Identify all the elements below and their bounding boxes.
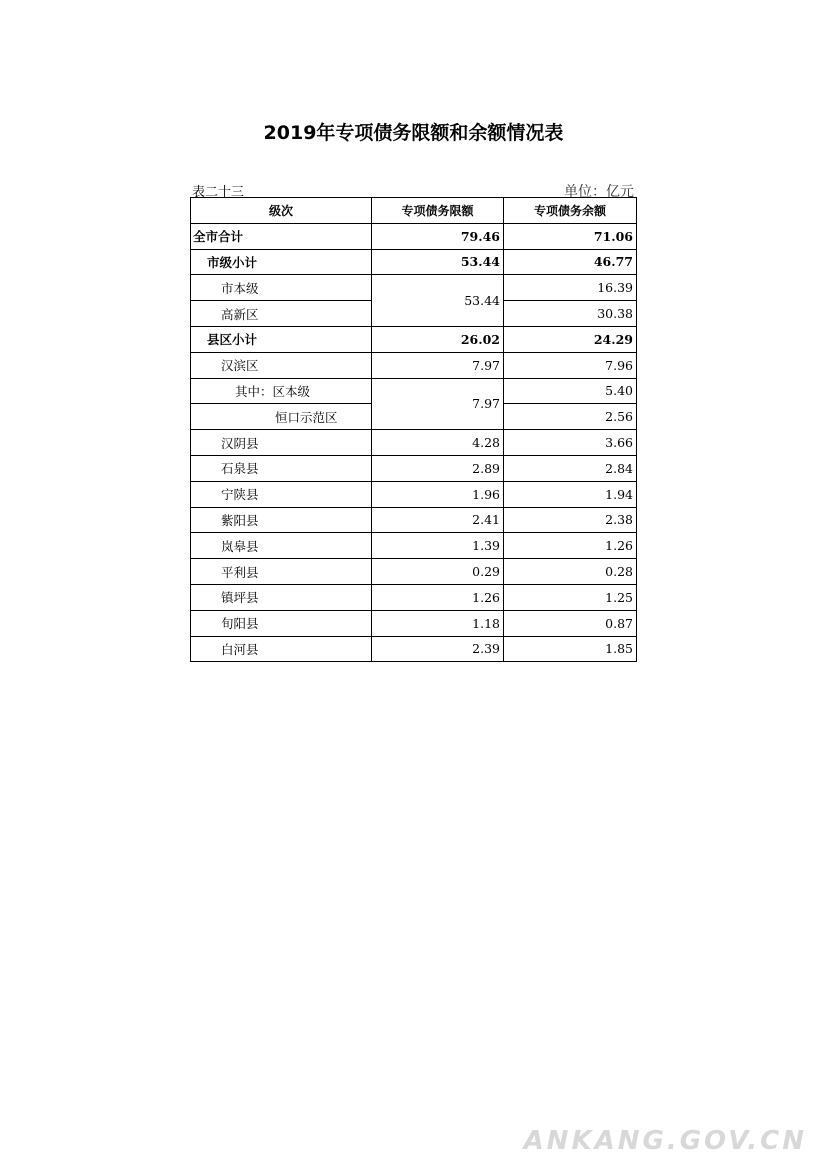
balance-cell: 3.66: [504, 430, 637, 456]
table-row-county: [191, 636, 637, 662]
limit-cell: 7.97: [372, 352, 504, 378]
balance-cell: 46.77: [504, 249, 637, 275]
limit-cell: 2.39: [372, 636, 504, 662]
row-label: 县区小计: [191, 326, 372, 352]
limit-cell: 1.39: [372, 533, 504, 559]
table-row-city-base: [191, 275, 637, 301]
row-label: 汉阴县: [191, 430, 372, 456]
balance-cell: 1.25: [504, 584, 637, 610]
balance-cell: 71.06: [504, 223, 637, 249]
balance-cell: 1.94: [504, 481, 637, 507]
row-label: 恒口示范区: [191, 404, 372, 430]
balance-cell: 2.84: [504, 455, 637, 481]
table-row-county: [191, 559, 637, 585]
row-label: 宁陕县: [191, 481, 372, 507]
row-label: 镇坪县: [191, 584, 372, 610]
table-row-city-subtotal: [191, 249, 637, 275]
balance-cell: 30.38: [504, 301, 637, 327]
limit-cell: 1.18: [372, 610, 504, 636]
unit-label: 单位：亿元: [564, 184, 634, 200]
row-label: 紫阳县: [191, 507, 372, 533]
balance-cell: 5.40: [504, 378, 637, 404]
row-label: 石泉县: [191, 455, 372, 481]
limit-cell-merged: 7.97: [372, 378, 504, 430]
row-label: 高新区: [191, 301, 372, 327]
limit-cell: 26.02: [372, 326, 504, 352]
limit-cell: 53.44: [372, 249, 504, 275]
limit-cell: 4.28: [372, 430, 504, 456]
table-row-county: [191, 455, 637, 481]
limit-cell: 1.26: [372, 584, 504, 610]
limit-cell: 0.29: [372, 559, 504, 585]
limit-cell: 2.41: [372, 507, 504, 533]
balance-cell: 0.28: [504, 559, 637, 585]
header-level: 级次: [191, 198, 372, 224]
row-label: 其中：区本级: [191, 378, 372, 404]
row-label: 岚皋县: [191, 533, 372, 559]
row-label: 市本级: [191, 275, 372, 301]
page-title: 2019年专项债务限额和余额情况表: [263, 122, 564, 144]
balance-cell: 24.29: [504, 326, 637, 352]
site-watermark: ANKANG.GOV.CN: [523, 1126, 807, 1156]
row-label: 白河县: [191, 636, 372, 662]
table-row-county: [191, 610, 637, 636]
row-label: 平利县: [191, 559, 372, 585]
table-row-county: [191, 430, 637, 456]
limit-cell: 2.89: [372, 455, 504, 481]
balance-cell: 2.38: [504, 507, 637, 533]
header-limit: 专项债务限额: [372, 198, 504, 224]
row-label: 旬阳县: [191, 610, 372, 636]
table-row-county: [191, 533, 637, 559]
balance-cell: 1.26: [504, 533, 637, 559]
balance-cell: 1.85: [504, 636, 637, 662]
table-row-district-base: [191, 378, 637, 404]
balance-cell: 16.39: [504, 275, 637, 301]
table-row-county: [191, 481, 637, 507]
header-balance: 专项债务余额: [504, 198, 637, 224]
table-row-county: [191, 507, 637, 533]
limit-cell-merged: 53.44: [372, 275, 504, 327]
table-row-county-subtotal: [191, 326, 637, 352]
debt-table: [190, 197, 637, 662]
table-row-hanbin: [191, 352, 637, 378]
table-row-total: [191, 223, 637, 249]
row-label: 全市合计: [191, 223, 372, 249]
table-row-county: [191, 584, 637, 610]
balance-cell: 7.96: [504, 352, 637, 378]
row-label: 市级小计: [191, 249, 372, 275]
balance-cell: 2.56: [504, 404, 637, 430]
table-number: 表二十三: [192, 185, 245, 200]
balance-cell: 0.87: [504, 610, 637, 636]
limit-cell: 79.46: [372, 223, 504, 249]
table-header-row: [191, 198, 637, 224]
row-label: 汉滨区: [191, 352, 372, 378]
limit-cell: 1.96: [372, 481, 504, 507]
